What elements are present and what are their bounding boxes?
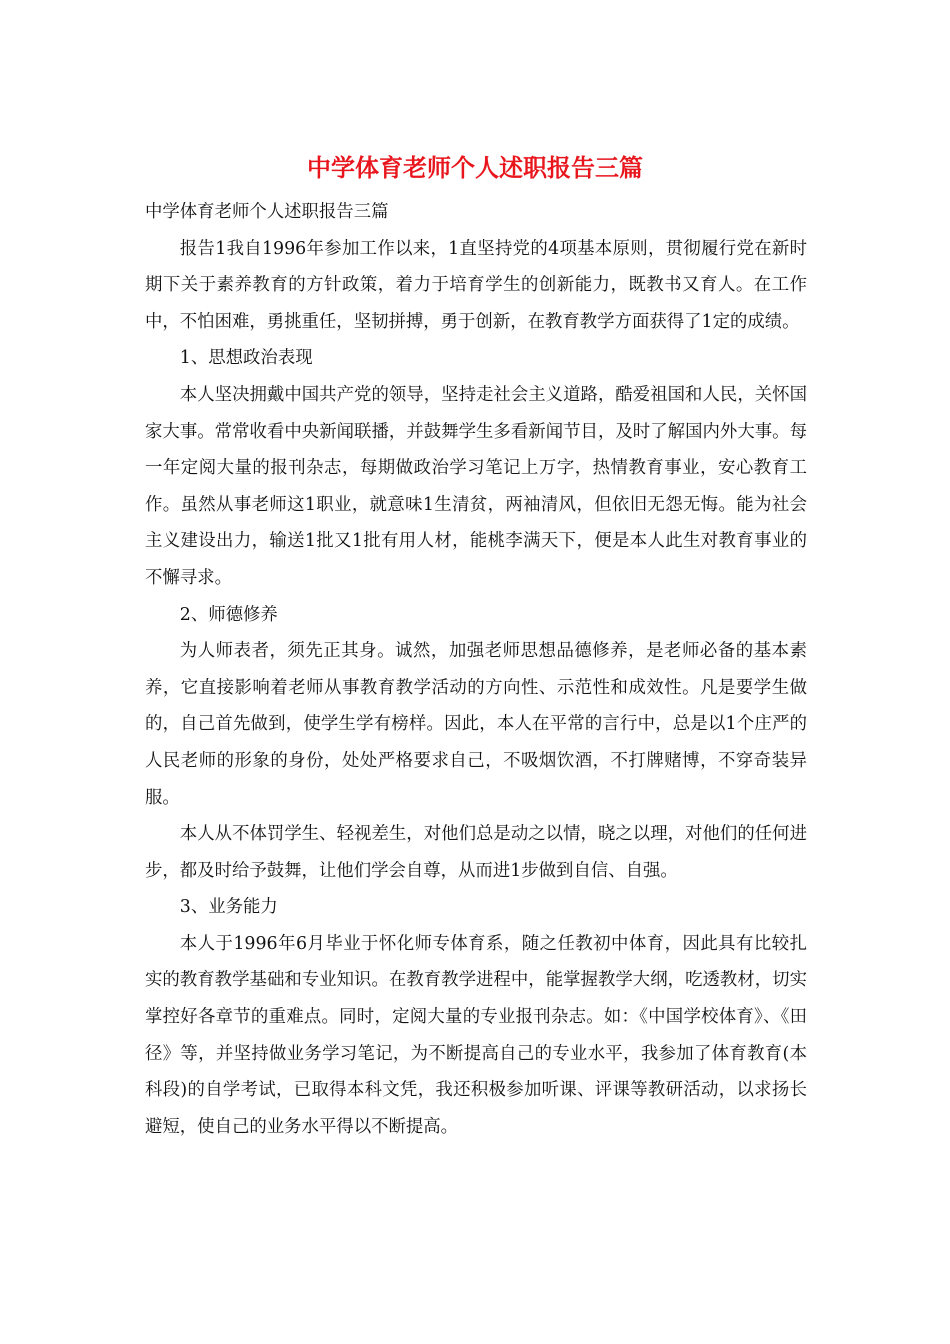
paragraph-ethics-students: 本人从不体罚学生、轻视差生，对他们总是动之以情，晓之以理，对他们的任何进步，都及时给予鼓舞，让他们学会自尊，从而进1步做到自信、自强。 [145,824,807,881]
paragraph-ability: 本人于1996年6月毕业于怀化师专体育系，随之任教初中体育，因此具有比较扎实的教育教学基础和专业知识。在教育教学进程中，能掌握教学大纲，吃透教材，切实掌控好各章节的重难点。同时，定阅大量的专业报刊杂志。如：《中国学校体育》、《田径》等，并坚持做业务学习笔记，为不断提高自己的专业水平，我参加了体育教育(本科段)的自学考试，已取得本科文凭，我还积极参加听课、评课等教研活动，以求扬长避短，使自己的业务水平得以不断提高。 [145,933,807,1137]
document-title: 中学体育老师个人述职报告三篇 [307,153,643,182]
section-heading-politics: 1、思想政治表现 [179,348,313,369]
document-body [145,194,807,1145]
section-heading-ethics: 2、师德修养 [179,604,278,625]
paragraph-ethics: 为人师表者，须先正其身。诚然，加强老师思想品德修养，是老师必备的基本素养，它直接影响着老师从事教育教学活动的方向性、示范性和成效性。凡是要学生做的，自己首先做到，使学生学有榜样。因此，本人在平常的言行中，总是以1个庄严的人民老师的形象的身份，处处严格要求自己，不吸烟饮酒，不打牌赌博，不穿奇装异服。 [145,641,807,808]
paragraph-politics: 本人坚决拥戴中国共产党的领导，坚持走社会主义道路，酷爱祖国和人民，关怀国家大事。常常收看中央新闻联播，并鼓舞学生多看新闻节目，及时了解国内外大事。每一年定阅大量的报刊杂志，每期做政治学习笔记上万字，热情教育事业，安心教育工作。虽然从事老师这1职业，就意味1生清贫，两袖清风，但依旧无怨无悔。能为社会主义建设出力，输送1批又1批有用人材，能桃李满天下，便是本人此生对教育事业的不懈寻求。 [145,384,807,588]
section-heading-ability: 3、业务能力 [179,897,278,918]
paragraph-intro: 报告1我自1996年参加工作以来，1直坚持党的4项基本原则，贯彻履行党在新时期下关于素养教育的方针政策，着力于培育学生的创新能力，既教书又育人。在工作中，不怕困难，勇挑重任，坚韧拼搏，勇于创新，在教育教学方面获得了1定的成绩。 [145,238,807,332]
document-subtitle: 中学体育老师个人述职报告三篇 [145,202,389,222]
